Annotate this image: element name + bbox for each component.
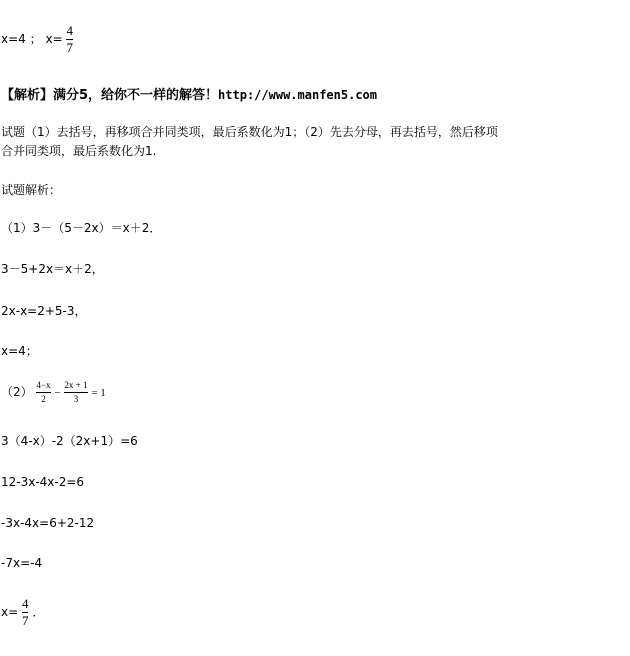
solution-step-1: （1）3－（5－2x）＝x＋2． — [1, 221, 162, 235]
analysis-text-1: 试题（1）去括号，再移项合并同类项，最后系数化为1；（2）先去分母，再去括号，然后移项 — [1, 125, 498, 139]
fraction-denominator: 3 — [73, 394, 79, 404]
step5-equals-one: = 1 — [91, 387, 106, 399]
step5-fraction-2 — [64, 380, 87, 405]
step10-prefix: x= — [1, 605, 19, 619]
fraction-denominator: 7 — [21, 613, 29, 628]
solution-step-7: 12-3x-4x-2=6 — [1, 475, 85, 489]
fraction-bar — [36, 392, 50, 393]
fraction-bar — [64, 392, 87, 393]
solution-title: 试题解析： — [1, 183, 62, 197]
solution-step-6: 3（4-x）-2（2x+1）=6 — [1, 434, 138, 448]
step5-prefix: （2） — [1, 385, 33, 399]
step5-minus: − — [54, 387, 61, 399]
fraction-numerator: 4 — [21, 596, 29, 611]
solution-step-9: -7x=-4 — [1, 556, 43, 570]
step5-fraction-1 — [36, 380, 50, 405]
analysis-text-2: 合并同类项，最后系数化为1. — [1, 144, 157, 158]
fraction-denominator: 2 — [41, 394, 46, 404]
analysis-heading — [1, 87, 377, 104]
solution-step-10 — [1, 597, 44, 628]
answer-separator: ； — [29, 32, 42, 46]
answer-part2-prefix: x= — [45, 32, 63, 46]
solution-step-8: -3x-4x=6+2-12 — [1, 516, 95, 530]
step10-suffix: ． — [32, 605, 45, 619]
answer-fraction — [66, 24, 73, 55]
fraction-denominator: 7 — [66, 40, 73, 55]
solution-step-5 — [1, 380, 106, 405]
step10-fraction — [22, 597, 29, 628]
fraction-numerator: 4−x — [36, 380, 51, 390]
answer-line — [1, 24, 73, 55]
solution-step-4: x=4； — [1, 344, 38, 358]
solution-step-3: 2x-x=2+5-3， — [1, 304, 87, 318]
answer-part1: x=4 — [1, 32, 26, 46]
source-url: http://www.manfen5.com — [218, 88, 377, 102]
analysis-title: 【解析】满分5，给你不一样的解答！ — [1, 88, 219, 103]
solution-step-2: 3－5+2x＝x＋2， — [1, 262, 104, 276]
fraction-numerator: 2x + 1 — [64, 380, 88, 390]
fraction-numerator: 4 — [66, 23, 73, 38]
